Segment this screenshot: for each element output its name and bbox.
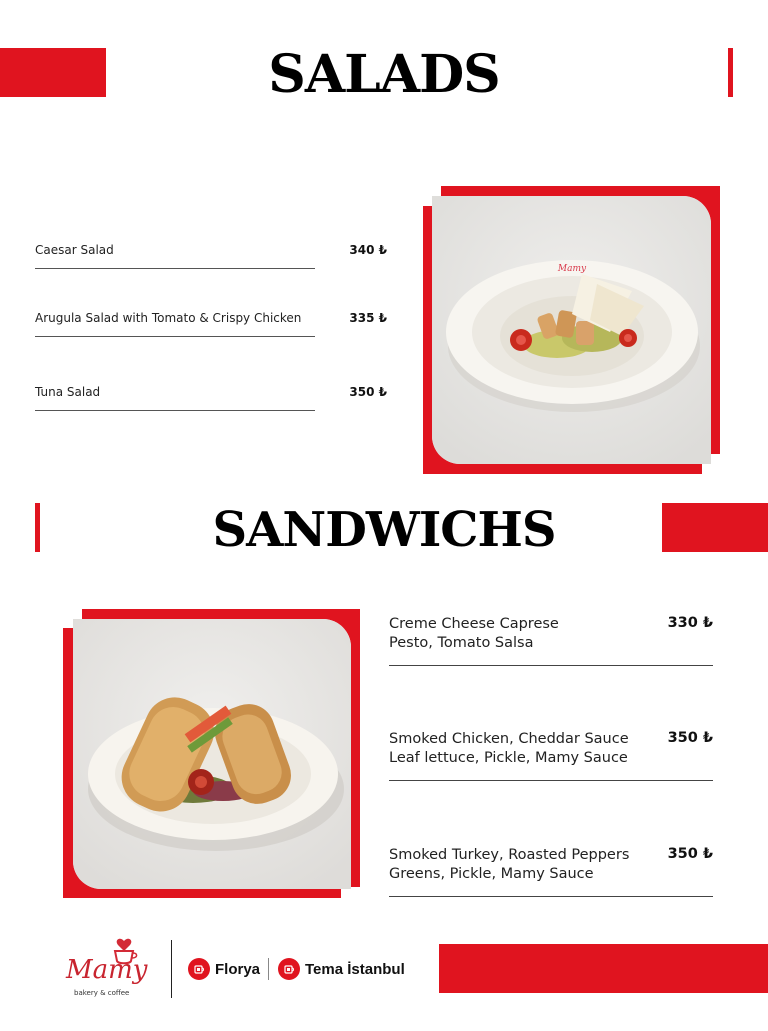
salad-plate-illustration [432, 196, 711, 464]
menu-item [389, 615, 713, 675]
menu-item-title: Smoked Turkey, Roasted Peppers [389, 847, 630, 863]
cup-icon [188, 958, 210, 980]
divider [35, 410, 315, 411]
sandwich-plate-illustration [73, 619, 351, 889]
divider [389, 780, 713, 781]
sandwich-photo [73, 619, 351, 889]
sandwiches-title: SANDWICHS [212, 502, 556, 558]
menu-item-description: Leaf lettuce, Pickle, Mamy Sauce [389, 750, 628, 766]
menu-item [35, 243, 387, 283]
menu-item-name: Caesar Salad [35, 243, 114, 257]
menu-item-name [389, 846, 629, 884]
menu-item [389, 730, 713, 790]
location-label: Florya [215, 960, 261, 978]
caesar-salad-photo [432, 196, 711, 464]
divider [389, 896, 713, 897]
footer-divider [171, 940, 172, 998]
menu-item-price: 350 ₺ [349, 385, 387, 399]
accent-bar-bottom-right [439, 944, 768, 993]
menu-item-title: Creme Cheese Caprese [389, 616, 559, 632]
menu-item-name: Arugula Salad with Tomato & Crispy Chicken [35, 311, 302, 325]
divider [35, 268, 315, 269]
menu-item-name: Tuna Salad [35, 385, 101, 399]
menu-item [389, 846, 713, 906]
menu-item-price: 350 ₺ [667, 730, 713, 746]
brand-logo [64, 937, 164, 1003]
menu-item-name [389, 730, 629, 768]
plate-logo-text: Mamy [557, 264, 587, 274]
location-florya [188, 957, 260, 981]
menu-item [35, 311, 387, 351]
menu-item-price: 330 ₺ [667, 615, 713, 631]
location-label: Tema İstanbul [305, 960, 405, 978]
menu-item-price: 335 ₺ [349, 311, 387, 325]
menu-item-description: Pesto, Tomato Salsa [389, 635, 534, 651]
salads-title: SALADS [268, 44, 500, 105]
location-separator [268, 958, 269, 980]
cup-icon [278, 958, 300, 980]
menu-item-title: Smoked Chicken, Cheddar Sauce [389, 731, 629, 747]
brand-name: Mamy [66, 955, 148, 985]
location-tema-istanbul [278, 957, 405, 981]
menu-item-price: 340 ₺ [349, 243, 387, 257]
brand-tagline: bakery & coffee [74, 989, 130, 997]
menu-item-description: Greens, Pickle, Mamy Sauce [389, 866, 594, 882]
divider [35, 336, 315, 337]
menu-item [35, 385, 387, 425]
divider [389, 665, 713, 666]
menu-item-name [389, 615, 559, 653]
menu-item-price: 350 ₺ [667, 846, 713, 862]
